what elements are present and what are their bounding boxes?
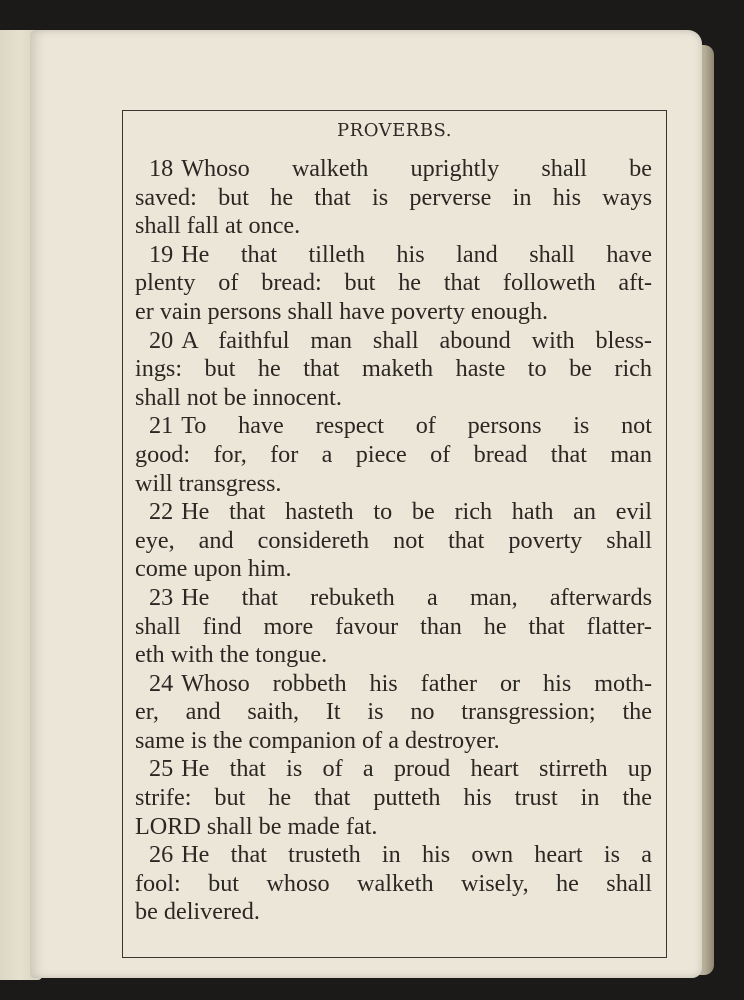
verse-line: fool: but whoso walketh wisely, he shall [135, 869, 652, 897]
verse-23 [135, 584, 652, 670]
verse-line: good: for, for a piece of bread that man [135, 440, 652, 468]
verse-line: He that is of a proud heart stirreth up [181, 755, 652, 783]
verse-line: He that trusteth in his own heart is a [181, 841, 652, 869]
verse-20 [135, 327, 652, 413]
verse-line: same is the companion of a destroyer. [135, 726, 500, 754]
verse-line: eth with the tongue. [135, 641, 328, 669]
verse-line: Whoso walketh uprightly shall be [181, 155, 652, 182]
verse-line: be delivered. [135, 898, 260, 926]
running-header: PROVERBS. [337, 120, 452, 141]
verse-line: plenty of bread: but he that followeth aft- [135, 269, 652, 297]
verse-number: 19 [149, 240, 174, 268]
verse-number: 26 [149, 841, 174, 869]
verse-line: shall not be innocent. [135, 383, 342, 411]
verse-26 [135, 841, 652, 927]
verse-line: come upon him. [135, 555, 292, 583]
verse-line: He that rebuketh a man, afterwards [181, 583, 652, 611]
verse-line: He that tilleth his land shall have [181, 240, 652, 268]
verse-line: ings: but he that maketh haste to be rich [135, 355, 652, 383]
verse-number: 18 [149, 155, 174, 182]
verse-line: eye, and considereth not that poverty shall [135, 526, 652, 554]
verse-line: LORD shall be made fat. [135, 812, 378, 840]
verse-number: 25 [149, 755, 174, 783]
verse-line: To have respect of persons is not [181, 412, 652, 440]
verse-line: strife: but he that putteth his trust in the [135, 784, 652, 812]
verse-list [135, 155, 652, 927]
verse-21 [135, 412, 652, 498]
verse-line: shall fall at once. [135, 212, 301, 240]
verse-number: 21 [149, 412, 174, 440]
verse-line: shall find more favour than he that flatter- [135, 612, 652, 640]
verse-line: Whoso robbeth his father or his moth- [181, 669, 652, 697]
book-page [30, 30, 702, 978]
verse-number: 24 [149, 669, 174, 697]
verse-number: 22 [149, 498, 174, 526]
verse-line: er vain persons shall have poverty enough. [135, 297, 549, 325]
verse-line: will transgress. [135, 469, 282, 497]
verse-22 [135, 498, 652, 584]
verse-line: er, and saith, It is no transgression; the [135, 698, 652, 726]
verse-25 [135, 755, 652, 841]
verse-number: 20 [149, 326, 174, 354]
verse-line: A faithful man shall abound with bless- [181, 326, 652, 354]
verse-line: He that hasteth to be rich hath an evil [181, 498, 652, 526]
verse-18 [135, 155, 652, 241]
verse-24 [135, 670, 652, 756]
verse-number: 23 [149, 583, 174, 611]
text-frame [122, 110, 667, 958]
verse-line: saved: but he that is perverse in his ways [135, 183, 652, 211]
verse-19 [135, 241, 652, 327]
